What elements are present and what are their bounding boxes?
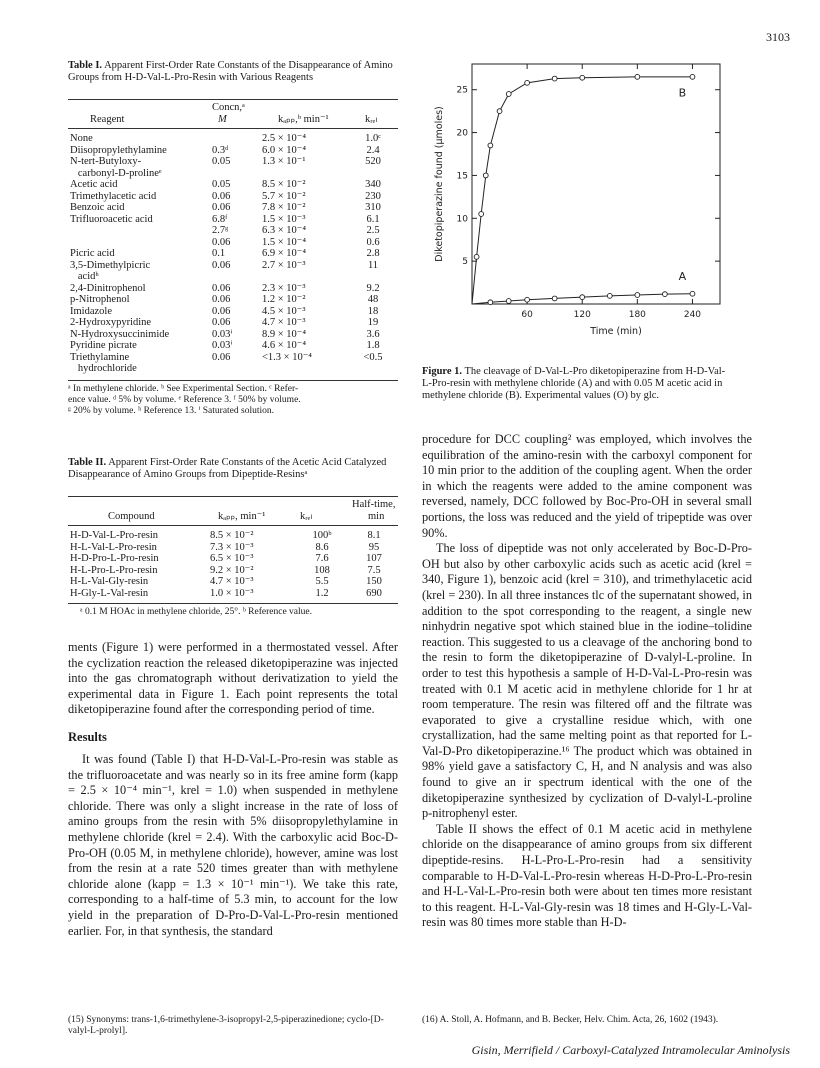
table2-head-compound: Compound [108,511,155,522]
table2-cell-kapp: 7.3 × 10⁻³ [210,541,254,553]
table1-mid-rule [68,128,398,129]
series-line-b [472,77,692,304]
table2-cell-krel: 100ᵇ [312,530,332,541]
table1-cell-reagent: N-tert-Butyloxy- [70,156,142,167]
data-point-a [506,299,511,304]
table1-cell-concn: 0.1 [212,248,226,259]
table1-cell-krel: 310 [365,202,381,213]
table1-cell-reagent: Acetic acid [70,179,118,190]
table1-cell-reagent: N-Hydroxysuccinimide [70,328,170,340]
data-point-a [552,296,557,301]
table1-cell-concn: 0.06 [212,317,231,328]
table1-row [68,317,398,329]
table2-cell-halftime: 8.1 [367,530,381,541]
table1-cell-krel [348,363,398,375]
table1-cell-reagent: hydrochloride [70,363,137,374]
table2-cell-compound: H-L-Val-L-Pro-resin [70,541,157,553]
table2-row [68,553,398,565]
table2-cell-halftime: 95 [368,541,380,553]
data-point-a [635,293,640,298]
table1-cell-kapp [260,168,348,180]
table1-cell-reagent: carbonyl-D-prolineᵉ [70,167,162,179]
figure1-caption-text: The cleavage of D-Val-L-Pro diketopiperazine from H-D-Val-L-Pro-resin with methylene chloride (A) and with 0.05 M acetic acid in methylene chloride (B). Experimental values (O) by glc. [422,366,726,401]
table1-row [68,283,398,295]
table1-cell-krel: 48 [367,294,379,305]
table2-cell-krel: 108 [314,564,330,576]
table2-cell-halftime: 690 [366,587,382,599]
table1-row [68,248,398,260]
x-axis-label: Time (min) [590,326,642,337]
data-point-b [474,254,479,259]
y-tick-label: 10 [456,214,468,225]
table1-head-concn: Concn,ᵃ [212,102,245,113]
table1-bottom-rule [68,380,398,381]
data-point-a [488,300,493,305]
table1-cell-reagent: Pyridine picrate [70,340,137,351]
table2-header [68,499,398,525]
table1-top-rule [68,99,398,100]
data-point-a [525,297,530,302]
table1-row [68,145,398,157]
table2-cell-compound: H-L-Pro-L-Pro-resin [70,564,158,576]
table1-cell-krel: 1.0ᶜ [365,133,381,144]
table1-cell-kapp: 8.5 × 10⁻² [262,179,306,190]
table2-head-kapp: kₐₚₚ, min⁻¹ [218,511,266,522]
table1-cell-kapp: 7.8 × 10⁻² [262,202,306,213]
table1-caption-label: Table I. [68,60,103,71]
table2-cell-halftime: 150 [366,576,382,587]
table1-cell-concn: 0.03ⁱ [212,328,233,340]
table1-cell-concn: 6.8ᶠ [212,213,228,225]
series-label-b: B [678,86,687,100]
table1-row [68,133,398,145]
table1-cell-krel: 19 [367,317,379,328]
table1-cell-concn: 0.06 [212,305,231,317]
right-paragraph-3: Table II shows the effect of 0.1 M acetic acid in methylene chloride on the disappearance of amino groups from six different dipeptide-resins. H-L-Pro-L-Pro-resin had a sensitivity comparable to H-D-Val-L-Pro-resin whereas H-D-Pro-L-Pro-resin and H-L-Val-L-Pro-resin both were about ten times more resistant to this reagent. H-L-Val-Gly-resin was 18 times and H-Gly-L-Val-resin was 80 times more stable than H-D- [422,821,752,930]
table1-head-reagent: Reagent [90,114,125,125]
table1-row [68,340,398,352]
data-point-b [580,75,585,80]
right-paragraph-2: The loss of dipeptide was not only accelerated by Boc-D-Pro-OH but also by other carboxylic acids such as acetic acid (krel = 340, Figure 1), benzoic acid (krel = 310), and trimethylacetic acid (krel = 230). In all three instances tlc of the supernatant showed, in addition to the spot corresponding to the reagent, a single new ninhydrin negative spot which stained blue in the iodine–tolidine reaction. This suggested to us a cleavage of the anchoring bond to the resin to form the diketopiperazine of D-valyl-L-proline. In order to test this hypothesis a sample of H-D-Val-L-Pro-resin was treated with 0.1 M acetic acid in methylene chloride for 1 hr at room temperature. The resin was filtered off and the filtrate was evaporated to give a crystalline residue which, with one crystallization, had the same melting point as that reported for L-Val-D-Pro diketopiperazine.¹⁶ The product which was obtained in 98% yield gave a satisfactory C, H, and N analysis and was also found to give an ir spectrum identical with the one of the diketopiperazine synthesized by cyclization of D-valyl-L-proline p-nitrophenyl ester. [422,541,752,821]
data-point-b [635,74,640,79]
table2-cell-krel: 7.6 [315,553,329,564]
plot-frame [472,64,720,304]
table1-cell-concn [210,133,260,145]
results-text-block [68,752,398,939]
table2-caption [68,457,398,481]
table1-head-krel: kᵣₑₗ [365,114,378,125]
table1-cell-krel: <0.5 [363,351,383,363]
x-tick-label: 120 [573,310,591,320]
y-tick-label: 5 [462,257,468,268]
table1-cell-reagent: Trifluoroacetic acid [70,213,153,225]
table2-row [68,542,398,554]
table1-cell-kapp: 5.7 × 10⁻² [262,190,306,202]
x-tick-label: 60 [521,310,533,320]
table1-cell-concn: 0.06 [212,236,231,248]
table1-cell-reagent: Imidazole [70,305,112,317]
table1-cell-krel: 230 [365,190,381,202]
table1-cell-krel [348,271,398,283]
data-point-b [552,76,557,81]
table1-cell-concn: 0.06 [212,294,231,305]
table1-head-kapp: kₐₚₚ,ᵇ min⁻¹ [278,114,329,125]
table2-bottom-rule [68,603,398,604]
table1-cell-kapp [260,363,348,375]
table1-cell-concn: 0.05 [212,156,231,167]
results-paragraph: It was found (Table I) that H-D-Val-L-Pro-resin was stable as the trifluoroacetate and was nearly so in its free amine form (kapp = 2.5 × 10⁻⁴ min⁻¹, krel = 1.0) when suspended in methylene chloride. There was only a slight increase in the rate of loss of amino groups from the resin with 5% diisopropylethylamine in methylene chloride (krel = 2.4). With the carboxylic acid Boc-D-Pro-OH (0.05 M, in methylene chloride), however, amine was lost from the resin at a rate 520 times greater than with methylene chloride alone (kapp = 1.3 × 10⁻¹ min⁻¹). We take this rate, corresponding to a half-time of 5.3 min, to account for the low yield in the preparation of D-Pro-D-Val-L-Pro-resin mentioned earlier. For, in that synthesis, the standard [68,752,398,938]
table2-head-krel: kᵣₑₗ [300,511,313,522]
y-tick-label: 20 [456,128,468,139]
table1-cell-reagent: Benzoic acid [70,202,125,213]
table1-caption [68,60,398,84]
table1-row [68,260,398,272]
table2-row [68,576,398,588]
table1-cell-reagent: 2-Hydroxypyridine [70,317,152,328]
table1-row [68,352,398,364]
table1-cell-reagent [68,237,210,249]
table1-row [68,168,398,180]
table1-cell-krel: 6.1 [366,213,380,225]
table1-cell-concn: 0.06 [212,351,231,363]
data-point-b [479,212,484,217]
table1-footnote-1: ᵃ In methylene chloride. ᵇ See Experimental Section. ᶜ Refer- [68,384,299,394]
y-tick-label: 15 [456,171,468,182]
table2-cell-krel: 5.5 [315,576,329,587]
table1-row [68,214,398,226]
table1-body [68,133,398,375]
table1-cell-krel: 2.4 [366,144,380,156]
left-footnote-15: (15) Synonyms: trans-1,6-trimethylene-3-isopropyl-2,5-piperazinedione; cyclo-[D-valyl-L-prolyl]. [68,1015,384,1036]
table1-cell-kapp: 4.5 × 10⁻³ [262,305,306,317]
table1-cell-krel [348,168,398,180]
page-number: 3103 [766,30,790,44]
table1-cell-krel: 2.8 [366,248,380,259]
table1-row [68,363,398,375]
table1-cell-concn: 0.06 [212,259,231,271]
table2-top-rule [68,496,398,497]
table1-cell-reagent: None [70,133,93,144]
figure1 [422,52,732,362]
table1-cell-reagent: Diisopropylethylamine [70,144,167,156]
left-paragraph: ments (Figure 1) were performed in a thermostated vessel. After the cyclization reaction the released diketopiperazine was injected into the gas chromatograph without derivatization to yield the experimental data in Figure 1. Each point represents the total diketopiperazine found after the corresponding period of time. [68,640,398,717]
data-point-b [483,173,488,178]
table1-row [68,179,398,191]
table1-cell-kapp: 8.9 × 10⁻⁴ [262,328,306,340]
table1-cell-kapp: <1.3 × 10⁻⁴ [262,351,312,363]
data-point-a [690,291,695,296]
x-tick-label: 240 [683,310,702,320]
table1-cell-reagent: 3,5-Dimethylpicric [70,259,151,271]
table2-cell-compound: H-D-Pro-L-Pro-resin [70,553,159,564]
table2-cell-halftime: 7.5 [367,564,381,576]
table2-cell-kapp: 1.0 × 10⁻³ [210,587,254,599]
series-label-a: A [678,270,687,283]
table1-cell-krel: 9.2 [366,282,380,294]
data-point-b [488,143,493,148]
right-paragraph-1: procedure for DCC coupling² was employed, which involves the equilibration of the amino-resin with the carboxyl component for 10 min prior to the addition of the coupling agent. When the order in which the reagents were added to the amine component was reversed, namely, DCC followed by Boc-Pro-OH in several small portions, the loss was reduced and the yield of tripeptide was over 90%. [422,432,752,540]
table1-cell-krel: 2.5 [366,225,380,236]
table1-cell-kapp: 2.3 × 10⁻³ [262,282,306,294]
table2-cell-compound: H-D-Val-L-Pro-resin [70,530,159,541]
table1-cell-kapp: 4.7 × 10⁻³ [262,317,306,328]
table1-cell-concn: 0.06 [212,282,231,294]
data-point-b [690,74,695,79]
table1-cell-reagent: acidʰ [70,271,99,282]
table1-cell-reagent: p-Nitrophenol [70,294,130,305]
table2-row [68,588,398,600]
data-point-a [662,292,667,297]
table1-cell-concn: 2.7ᵍ [212,225,229,236]
table1-row [68,294,398,306]
table1-cell-reagent: Triethylamine [70,351,130,363]
table1-cell-krel: 18 [367,305,379,317]
table1-row [68,329,398,341]
table1-cell-concn: 0.03ⁱ [212,340,233,351]
table1-cell-kapp: 1.5 × 10⁻³ [262,213,306,225]
right-footnote-16: (16) A. Stoll, A. Hofmann, and B. Becker, Helv. Chim. Acta, 26, 1602 (1943). [422,1015,719,1025]
data-point-b [506,92,511,97]
table1-cell-kapp: 6.3 × 10⁻⁴ [262,225,306,236]
table1-row [68,306,398,318]
table1-cell-concn: 0.06 [212,202,231,213]
table2-cell-krel: 8.6 [315,541,329,553]
table2-cell-krel: 1.2 [315,587,329,599]
table1-footnotes [68,384,398,417]
table2-mid-rule [68,525,398,526]
table1-cell-concn: 0.3ᵈ [212,144,229,156]
table2-cell-kapp: 6.5 × 10⁻³ [210,553,254,564]
table1-header [68,102,398,128]
table1-row [68,237,398,249]
y-axis-label: Diketopiperazine found (µmoles) [434,106,445,262]
data-point-b [525,80,530,85]
table2-row [68,530,398,542]
table1-footnote-3: ᵍ 20% by volume. ʰ Reference 13. ⁱ Saturated solution. [68,406,275,416]
table1-cell-concn: 0.06 [212,190,231,202]
data-point-a [580,295,585,300]
figure1-chart [422,52,732,362]
table1-cell-krel: 1.8 [366,340,380,351]
table2-cell-compound: H-L-Val-Gly-resin [70,576,149,587]
figure1-caption-label: Figure 1. [422,366,463,377]
table1-row [68,225,398,237]
table1-cell-reagent: Trimethylacetic acid [70,190,157,202]
table1-row [68,191,398,203]
left-column-text [68,640,398,718]
table1-head-m: M [218,114,227,125]
table1-cell-kapp: 4.6 × 10⁻⁴ [262,340,306,351]
table2-cell-halftime: 107 [366,553,382,564]
data-point-a [607,293,612,298]
table2-cell-compound: H-Gly-L-Val-resin [70,587,149,599]
table1-cell-kapp: 2.7 × 10⁻³ [262,259,306,271]
table1-row [68,271,398,283]
table1-cell-reagent: 2,4-Dinitrophenol [70,282,146,294]
figure1-caption [422,366,732,402]
table2-body [68,530,398,599]
table2-head-halftime: Half-time, [352,499,396,510]
table1-cell-krel: 340 [365,179,381,190]
data-point-b [497,109,502,114]
y-tick-label: 25 [456,85,468,96]
table1-cell-krel: 0.6 [366,236,380,248]
table1-cell-krel: 11 [367,259,379,271]
table1-cell-concn [210,168,260,180]
table1-cell-reagent: Picric acid [70,248,115,259]
table1-row [68,202,398,214]
table2-caption-text: Apparent First-Order Rate Constants of the Acetic Acid Catalyzed Disappearance of Amino Groups from Dipeptide-Resinsᵃ [68,457,387,480]
table1-cell-krel: 520 [365,156,381,167]
table2-head-min: min [368,511,385,522]
x-tick-label: 180 [628,310,646,320]
table2-footnote: ᵃ 0.1 M HOAc in methylene chloride, 25°. ᵇ Reference value. [80,607,312,617]
table2-caption-label: Table II. [68,457,107,468]
table1-cell-kapp: 6.9 × 10⁻⁴ [262,248,306,259]
right-column-text [422,432,752,931]
table1-cell-concn: 0.05 [212,179,231,190]
table1-cell-kapp: 1.5 × 10⁻⁴ [262,236,306,248]
table1-cell-kapp: 1.2 × 10⁻² [262,294,306,305]
table1-cell-concn [210,363,260,375]
table2-cell-kapp: 4.7 × 10⁻³ [210,576,254,587]
table2-row [68,565,398,577]
table1-cell-concn [210,271,260,283]
table1-cell-kapp: 6.0 × 10⁻⁴ [262,144,306,156]
results-heading: Results [68,730,107,744]
table1-footnote-2: ence value. ᵈ 5% by volume. ᵉ Reference 3. ᶠ 50% by volume. [68,395,301,405]
running-footer: Gisin, Merrifield / Carboxyl-Catalyzed Intramolecular Aminolysis [471,1043,790,1057]
table1-cell-krel: 3.6 [366,328,380,340]
table1-row [68,156,398,168]
table1-cell-reagent [68,225,210,237]
table2-cell-kapp: 9.2 × 10⁻² [210,564,254,576]
table1-cell-kapp: 2.5 × 10⁻⁴ [262,133,306,144]
table1-cell-kapp [260,271,348,283]
table1-caption-text: Apparent First-Order Rate Constants of the Disappearance of Amino Groups from H-D-Val-L-Pro-Resin with Various Reagents [68,60,393,83]
table1-cell-kapp: 1.3 × 10⁻¹ [262,156,306,167]
table2-cell-kapp: 8.5 × 10⁻² [210,530,254,541]
